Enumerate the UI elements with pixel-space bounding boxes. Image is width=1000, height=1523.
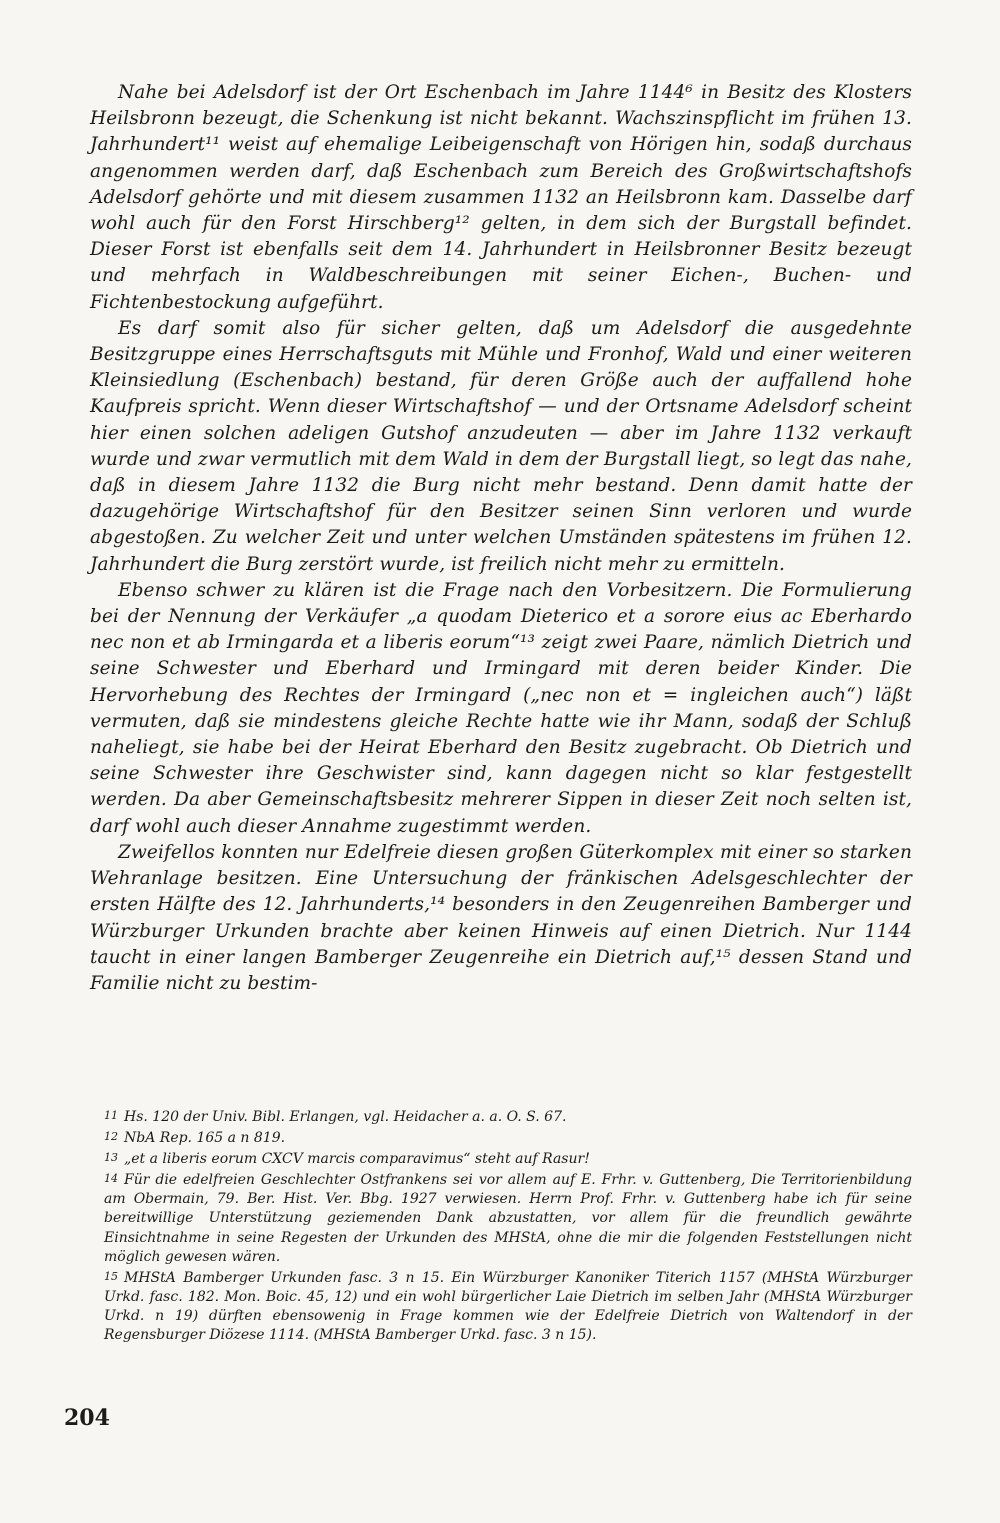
footnote-number: 11	[104, 1109, 118, 1122]
footnote-text: NbA Rep. 165 a n 819.	[124, 1130, 286, 1147]
footnote-number: 13	[104, 1151, 118, 1165]
footnote-number: 12	[104, 1130, 118, 1144]
footnotes	[90, 1106, 912, 1345]
footnote	[90, 1267, 912, 1345]
footnote-text: Für die edelfreien Geschlechter Ostfrankens sei vor allem auf E. Frhr. v. Guttenberg, Die Territorienbildung am Obermain, 79. Ber. Hist. Ver. Bbg. 1927 verwiesen. Herrn Prof. Frhr. v. Guttenberg habe ich für seine bereitwillige Unterstützung geziemenden Dank abzustatten, vor allem für die freundlich gewährte Einsichtnahme in seine Regesten der Urkunden des MHStA, ohne die mir die folgenden Feststellungen nicht möglich gewesen wären.	[104, 1172, 912, 1265]
paragraph: Nahe bei Adelsdorf ist der Ort Eschenbach im Jahre 1144⁶ in Besitz des Klosters Heilsbronn bezeugt, die Schenkung ist nicht bekannt. Wachszinspflicht im frühen 13. Jahrhundert¹¹ weist auf ehemalige Leibeigenschaft von Hörigen hin, sodaß durchaus angenommen werden darf, daß Eschenbach zum Bereich des Großwirtschaftshofs Adelsdorf gehörte und mit diesem zusammen 1132 an Heilsbronn kam. Dasselbe darf wohl auch für den Forst Hirschberg¹² gelten, in dem sich der Burgstall befindet. Dieser Forst ist ebenfalls seit dem 14. Jahrhundert in Heilsbronner Besitz bezeugt und mehrfach in Waldbeschreibungen mit seiner Eichen-, Buchen- und Fichtenbestockung aufgeführt.	[90, 82, 912, 313]
paragraph: Es darf somit also für sicher gelten, daß um Adelsdorf die ausgedehnte Besitzgruppe eines Herrschaftsguts mit Mühle und Fronhof, Wald und einer weiteren Kleinsiedlung (Eschenbach) bestand, für deren Größe auch der auffallend hohe Kaufpreis spricht. Wenn dieser Wirtschaftshof — und der Ortsname Adelsdorf scheint hier einen solchen adeligen Gutshof anzudeuten — aber im Jahre 1132 verkauft wurde und zwar vermutlich mit dem Wald in dem der Burgstall liegt, so legt das nahe, daß in diesem Jahre 1132 die Burg nicht mehr bestand. Denn damit hatte der dazugehörige Wirtschaftshof für den Besitzer seinen Sinn verloren und wurde abgestoßen. Zu welcher Zeit und unter welchen Umständen spätestens im frühen 12. Jahrhundert die Burg zerstört wurde, ist freilich nicht mehr zu ermitteln.	[90, 317, 912, 575]
footnote	[90, 1169, 912, 1266]
footnote-number: 14	[104, 1172, 118, 1186]
footnote-text: „et a liberis eorum CXCV marcis comparavimus“ steht auf Rasur!	[124, 1151, 590, 1168]
footnote	[90, 1106, 912, 1127]
footnote	[90, 1148, 912, 1169]
footnote-text: Hs. 120 der Univ. Bibl. Erlangen, vgl. Heidacher a. a. O. S. 67.	[124, 1109, 567, 1125]
footnote-text: MHStA Bamberger Urkunden fasc. 3 n 15. Ein Würzburger Kanoniker Titerich 1157 (MHStA Würzburger Urkd. fasc. 182. Mon. Boic. 45, 12) und ein wohl bürgerlicher Laie Dietrich im selben Jahr (MHStA Würzburger Urkd. n 19) dürften ebensowenig in Frage kommen wie der Edelfreie Dietrich von Waltendorf in der Regensburger Diözese 1114. (MHStA Bamberger Urkd. fasc. 3 n 15).	[104, 1269, 912, 1344]
page-number: 204	[64, 1405, 110, 1431]
footnote-number: 15	[104, 1269, 118, 1283]
paragraph: Zweifellos konnten nur Edelfreie diesen großen Güterkomplex mit einer so starken Wehranlage besitzen. Eine Untersuchung der fränkischen Adelsgeschlechter der ersten Hälfte des 12. Jahrhunderts,¹⁴ besonders in den Zeugenreihen Bamberger und Würzburger Urkunden brachte aber keinen Hinweis auf einen Dietrich. Nur 1144 taucht in einer langen Bamberger Zeugenreihe ein Dietrich auf,¹⁵ dessen Stand und Familie nicht zu bestim-	[90, 841, 912, 994]
main-text	[90, 80, 912, 997]
paragraph: Ebenso schwer zu klären ist die Frage nach den Vorbesitzern. Die Formulierung bei der Nennung der Verkäufer „a quodam Dieterico et a sorore eius ac Eberhardo nec non et ab Irmingarda et a liberis eorum“¹³ zeigt zwei Paare, nämlich Dietrich und seine Schwester und Eberhard und Irmingard mit deren beider Kinder. Die Hervorhebung des Rechtes der Irmingard („nec non et = ingleichen auch“) läßt vermuten, daß sie mindestens gleiche Rechte hatte wie ihr Mann, sodaß der Schluß naheliegt, sie habe bei der Heirat Eberhard den Besitz zugebracht. Ob Dietrich und seine Schwester ihre Geschwister sind, kann dagegen nicht so klar festgestellt werden. Da aber Gemeinschaftsbesitz mehrerer Sippen in dieser Zeit noch selten ist, darf wohl auch dieser Annahme zugestimmt werden.	[90, 579, 912, 837]
footnote	[90, 1127, 912, 1148]
